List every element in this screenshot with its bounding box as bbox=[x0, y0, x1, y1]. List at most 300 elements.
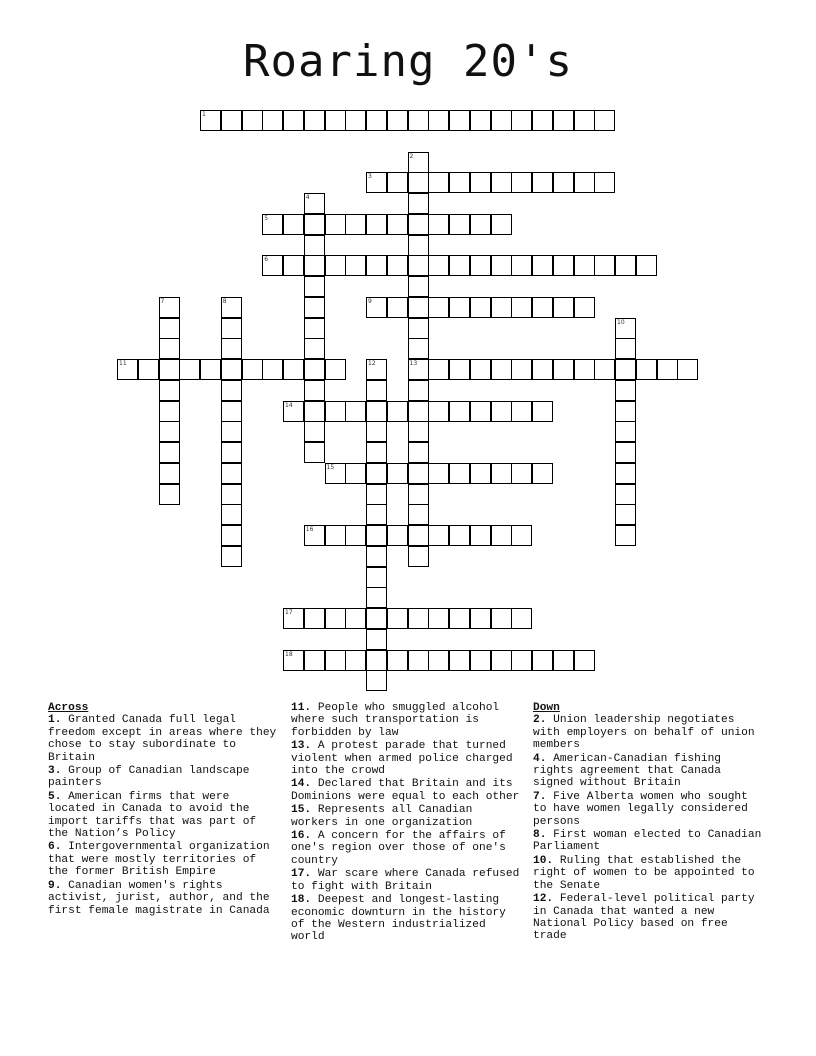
across-clue bbox=[48, 765, 280, 790]
grid-cell[interactable] bbox=[491, 255, 512, 276]
across-clue bbox=[291, 830, 523, 867]
grid-cell[interactable] bbox=[304, 380, 325, 401]
grid-cell[interactable] bbox=[532, 650, 553, 671]
grid-cell[interactable] bbox=[574, 650, 595, 671]
down-clue bbox=[533, 791, 765, 828]
grid-cell[interactable] bbox=[408, 214, 429, 235]
grid-cell[interactable] bbox=[615, 421, 636, 442]
grid-cell[interactable] bbox=[408, 110, 429, 131]
grid-cell[interactable] bbox=[470, 650, 491, 671]
grid-cell[interactable] bbox=[283, 401, 304, 422]
clue-number-label: 18 bbox=[285, 650, 293, 658]
grid-cell[interactable] bbox=[325, 608, 346, 629]
grid-cell[interactable] bbox=[511, 297, 532, 318]
grid-cell[interactable] bbox=[159, 297, 180, 318]
grid-cell[interactable] bbox=[428, 401, 449, 422]
clue-number-label: 4 bbox=[305, 194, 310, 201]
clue-number: 18. bbox=[291, 894, 312, 907]
clue-number-label: 12 bbox=[368, 360, 376, 367]
grid-cell[interactable] bbox=[221, 442, 242, 463]
grid-cell[interactable] bbox=[304, 255, 325, 276]
grid-cell[interactable] bbox=[408, 463, 429, 484]
grid-cell[interactable] bbox=[345, 214, 366, 235]
grid-cell[interactable] bbox=[262, 255, 283, 276]
across-clue bbox=[291, 894, 523, 944]
down-clue bbox=[533, 753, 765, 790]
grid-cell[interactable] bbox=[283, 650, 304, 671]
grid-cell[interactable] bbox=[159, 484, 180, 505]
clue-text: American firms that were located in Canada to avoid the import tariffs that was part of the Nation’s Policy bbox=[48, 790, 257, 841]
grid-cell[interactable] bbox=[221, 297, 242, 318]
grid-cell[interactable] bbox=[511, 172, 532, 193]
grid-cell[interactable] bbox=[325, 255, 346, 276]
grid-cell[interactable] bbox=[428, 608, 449, 629]
grid-cell[interactable] bbox=[408, 608, 429, 629]
grid-cell[interactable] bbox=[304, 338, 325, 359]
grid-cell[interactable] bbox=[615, 255, 636, 276]
grid-cell[interactable] bbox=[221, 359, 242, 380]
grid-cell[interactable] bbox=[470, 359, 491, 380]
clue-text: Federal-level political party in Canada that wanted a new National Policy based on free trade bbox=[533, 893, 755, 943]
grid-cell[interactable] bbox=[283, 255, 304, 276]
grid-cell[interactable] bbox=[221, 504, 242, 525]
grid-cell[interactable] bbox=[449, 650, 470, 671]
grid-cell[interactable] bbox=[449, 214, 470, 235]
across-clue bbox=[291, 778, 523, 803]
grid-cell[interactable] bbox=[221, 421, 242, 442]
clue-number-label: 16 bbox=[305, 526, 314, 533]
grid-cell[interactable] bbox=[366, 359, 387, 380]
grid-cell[interactable] bbox=[366, 484, 387, 505]
grid-cell[interactable] bbox=[366, 567, 387, 588]
grid-cell[interactable] bbox=[221, 525, 242, 546]
clue-text: People who smuggled alcohol where such transportation is forbidden by law bbox=[291, 702, 500, 739]
grid-cell[interactable] bbox=[615, 463, 636, 484]
grid-cell[interactable] bbox=[636, 359, 657, 380]
grid-cell[interactable] bbox=[304, 401, 325, 422]
clue-text: A concern for the affairs of one's region over those of one's country bbox=[291, 830, 506, 867]
grid-cell[interactable] bbox=[491, 359, 512, 380]
down-clue bbox=[533, 855, 765, 892]
grid-cell[interactable] bbox=[470, 214, 491, 235]
grid-cell[interactable] bbox=[387, 214, 408, 235]
grid-cell[interactable] bbox=[345, 463, 366, 484]
clue-number: 11. bbox=[291, 702, 312, 714]
grid-cell[interactable] bbox=[408, 193, 429, 214]
clue-number: 10. bbox=[533, 854, 554, 867]
grid-cell[interactable] bbox=[449, 608, 470, 629]
grid-cell[interactable] bbox=[159, 359, 180, 380]
grid-cell[interactable] bbox=[408, 401, 429, 422]
grid-cell[interactable] bbox=[159, 401, 180, 422]
grid-cell[interactable] bbox=[615, 484, 636, 505]
grid-cell[interactable] bbox=[511, 401, 532, 422]
grid-cell[interactable] bbox=[304, 318, 325, 339]
grid-cell[interactable] bbox=[387, 255, 408, 276]
grid-cell[interactable] bbox=[408, 504, 429, 525]
clue-number-label: 11 bbox=[119, 360, 127, 367]
grid-cell[interactable] bbox=[159, 463, 180, 484]
grid-cell[interactable] bbox=[325, 463, 346, 484]
grid-cell[interactable] bbox=[159, 421, 180, 442]
clue-number: 16. bbox=[291, 830, 312, 843]
grid-cell[interactable] bbox=[532, 172, 553, 193]
grid-cell[interactable] bbox=[387, 463, 408, 484]
grid-cell[interactable] bbox=[615, 318, 636, 339]
grid-cell[interactable] bbox=[304, 608, 325, 629]
grid-cell[interactable] bbox=[221, 546, 242, 567]
grid-cell[interactable] bbox=[325, 401, 346, 422]
grid-cell[interactable] bbox=[366, 504, 387, 525]
grid-cell[interactable] bbox=[366, 421, 387, 442]
grid-cell[interactable] bbox=[304, 193, 325, 214]
grid-cell[interactable] bbox=[470, 525, 491, 546]
clue-number: 7. bbox=[533, 790, 547, 803]
grid-cell[interactable] bbox=[532, 297, 553, 318]
grid-cell[interactable] bbox=[325, 214, 346, 235]
grid-cell[interactable] bbox=[491, 650, 512, 671]
grid-cell[interactable] bbox=[325, 359, 346, 380]
grid-cell[interactable] bbox=[511, 608, 532, 629]
grid-cell[interactable] bbox=[221, 463, 242, 484]
clue-number-label: 8 bbox=[222, 297, 227, 305]
grid-cell[interactable] bbox=[200, 359, 221, 380]
grid-cell[interactable] bbox=[408, 484, 429, 505]
grid-cell[interactable] bbox=[449, 172, 470, 193]
grid-cell[interactable] bbox=[532, 463, 553, 484]
grid-cell[interactable] bbox=[304, 650, 325, 671]
clue-number: 2. bbox=[533, 714, 547, 727]
grid-cell[interactable] bbox=[283, 110, 304, 131]
grid-cell[interactable] bbox=[366, 629, 387, 650]
grid-cell[interactable] bbox=[553, 359, 574, 380]
grid-cell[interactable] bbox=[304, 235, 325, 256]
grid-cell[interactable] bbox=[408, 650, 429, 671]
grid-cell[interactable] bbox=[221, 110, 242, 131]
grid-cell[interactable] bbox=[511, 463, 532, 484]
grid-cell[interactable] bbox=[511, 359, 532, 380]
grid-cell[interactable] bbox=[615, 504, 636, 525]
clue-number-label: 13 bbox=[409, 360, 418, 367]
clue-number: 9. bbox=[48, 879, 62, 892]
grid-cell[interactable] bbox=[304, 297, 325, 318]
grid-cell[interactable] bbox=[366, 670, 387, 691]
grid-cell[interactable] bbox=[408, 442, 429, 463]
grid-cell[interactable] bbox=[221, 338, 242, 359]
grid-cell[interactable] bbox=[574, 297, 595, 318]
grid-cell[interactable] bbox=[304, 421, 325, 442]
across-clue bbox=[291, 868, 523, 893]
clue-text: American-Canadian fishing rights agreement that Canada signed without Britain bbox=[533, 752, 721, 790]
grid-cell[interactable] bbox=[262, 110, 283, 131]
grid-cell[interactable] bbox=[615, 401, 636, 422]
grid-cell[interactable] bbox=[366, 525, 387, 546]
grid-cell[interactable] bbox=[532, 255, 553, 276]
grid-cell[interactable] bbox=[366, 401, 387, 422]
grid-cell[interactable] bbox=[387, 110, 408, 131]
grid-cell[interactable] bbox=[470, 172, 491, 193]
clue-number: 8. bbox=[533, 829, 547, 842]
grid-cell[interactable] bbox=[615, 338, 636, 359]
grid-cell[interactable] bbox=[449, 255, 470, 276]
grid-cell[interactable] bbox=[159, 318, 180, 339]
clue-number-label: 14 bbox=[285, 401, 293, 409]
grid-cell[interactable] bbox=[677, 359, 698, 380]
grid-cell[interactable] bbox=[366, 110, 387, 131]
grid-cell[interactable] bbox=[491, 297, 512, 318]
clue-text: Deepest and longest-lasting economic downturn in the history of the Western industrialized world bbox=[291, 894, 506, 944]
grid-cell[interactable] bbox=[553, 110, 574, 131]
grid-cell[interactable] bbox=[283, 359, 304, 380]
clue-number-label: 6 bbox=[264, 256, 269, 264]
grid-cell[interactable] bbox=[117, 359, 138, 380]
grid-cell[interactable] bbox=[408, 172, 429, 193]
clue-text: Intergovernmental organization that were mostly territories of the former British Empire bbox=[48, 841, 270, 879]
grid-cell[interactable] bbox=[138, 359, 159, 380]
grid-cell[interactable] bbox=[325, 525, 346, 546]
grid-cell[interactable] bbox=[345, 110, 366, 131]
grid-cell[interactable] bbox=[408, 546, 429, 567]
grid-cell[interactable] bbox=[408, 276, 429, 297]
grid-cell[interactable] bbox=[387, 608, 408, 629]
clue-number-label: 1 bbox=[202, 111, 206, 118]
grid-cell[interactable] bbox=[574, 110, 595, 131]
grid-cell[interactable] bbox=[532, 359, 553, 380]
grid-cell[interactable] bbox=[366, 463, 387, 484]
grid-cell[interactable] bbox=[428, 359, 449, 380]
grid-cell[interactable] bbox=[345, 525, 366, 546]
grid-cell[interactable] bbox=[408, 235, 429, 256]
down-clue bbox=[533, 714, 765, 751]
grid-cell[interactable] bbox=[574, 255, 595, 276]
grid-cell[interactable] bbox=[470, 401, 491, 422]
clue-number-label: 3 bbox=[368, 173, 372, 181]
grid-cell[interactable] bbox=[366, 650, 387, 671]
grid-cell[interactable] bbox=[574, 172, 595, 193]
grid-cell[interactable] bbox=[511, 110, 532, 131]
down-clue bbox=[533, 893, 765, 943]
grid-cell[interactable] bbox=[428, 214, 449, 235]
across-clue bbox=[48, 791, 280, 841]
grid-cell[interactable] bbox=[304, 214, 325, 235]
down-heading: Down bbox=[533, 702, 560, 714]
grid-cell[interactable] bbox=[408, 318, 429, 339]
grid-cell[interactable] bbox=[449, 525, 470, 546]
clue-number: 3. bbox=[48, 765, 62, 778]
grid-cell[interactable] bbox=[615, 359, 636, 380]
grid-cell[interactable] bbox=[366, 297, 387, 318]
grid-cell[interactable] bbox=[159, 380, 180, 401]
grid-cell[interactable] bbox=[387, 401, 408, 422]
grid-cell[interactable] bbox=[470, 297, 491, 318]
grid-cell[interactable] bbox=[449, 463, 470, 484]
grid-cell[interactable] bbox=[428, 463, 449, 484]
clue-number-label: 10 bbox=[617, 318, 625, 326]
grid-cell[interactable] bbox=[449, 401, 470, 422]
grid-cell[interactable] bbox=[387, 297, 408, 318]
grid-cell[interactable] bbox=[553, 255, 574, 276]
grid-cell[interactable] bbox=[594, 110, 615, 131]
grid-cell[interactable] bbox=[345, 650, 366, 671]
grid-cell[interactable] bbox=[304, 442, 325, 463]
grid-cell[interactable] bbox=[366, 546, 387, 567]
grid-cell[interactable] bbox=[283, 608, 304, 629]
grid-cell[interactable] bbox=[262, 359, 283, 380]
clue-number-label: 5 bbox=[264, 214, 269, 222]
grid-cell[interactable] bbox=[449, 297, 470, 318]
grid-cell[interactable] bbox=[470, 110, 491, 131]
clue-text: A protest parade that turned violent when armed police charged into the crowd bbox=[291, 740, 513, 778]
across-column-1 bbox=[48, 702, 280, 918]
grid-cell[interactable] bbox=[491, 525, 512, 546]
clue-number: 14. bbox=[291, 778, 312, 791]
grid-cell[interactable] bbox=[366, 214, 387, 235]
clue-number-label: 2 bbox=[409, 152, 414, 160]
grid-cell[interactable] bbox=[221, 401, 242, 422]
grid-cell[interactable] bbox=[304, 525, 325, 546]
grid-cell[interactable] bbox=[325, 650, 346, 671]
clue-number-label: 15 bbox=[326, 463, 335, 471]
grid-cell[interactable] bbox=[553, 172, 574, 193]
grid-cell[interactable] bbox=[491, 608, 512, 629]
grid-cell[interactable] bbox=[366, 608, 387, 629]
grid-cell[interactable] bbox=[553, 650, 574, 671]
grid-cell[interactable] bbox=[470, 608, 491, 629]
grid-cell[interactable] bbox=[283, 214, 304, 235]
across-clue bbox=[48, 880, 280, 917]
grid-cell[interactable] bbox=[428, 650, 449, 671]
grid-cell[interactable] bbox=[511, 255, 532, 276]
grid-cell[interactable] bbox=[366, 255, 387, 276]
grid-cell[interactable] bbox=[304, 110, 325, 131]
grid-cell[interactable] bbox=[345, 255, 366, 276]
clue-number: 12. bbox=[533, 893, 554, 906]
grid-cell[interactable] bbox=[511, 525, 532, 546]
grid-cell[interactable] bbox=[470, 255, 491, 276]
grid-cell[interactable] bbox=[408, 338, 429, 359]
grid-cell[interactable] bbox=[408, 380, 429, 401]
grid-cell[interactable] bbox=[221, 484, 242, 505]
grid-cell[interactable] bbox=[345, 401, 366, 422]
clue-number: 4. bbox=[533, 752, 547, 765]
grid-cell[interactable] bbox=[408, 359, 429, 380]
grid-cell[interactable] bbox=[366, 442, 387, 463]
clue-number: 17. bbox=[291, 868, 312, 881]
grid-cell[interactable] bbox=[242, 110, 263, 131]
clue-text: Group of Canadian landscape painters bbox=[48, 765, 250, 790]
grid-cell[interactable] bbox=[179, 359, 200, 380]
grid-cell[interactable] bbox=[449, 359, 470, 380]
clue-text: Canadian women's rights activist, jurist, author, and the first female magistrate in Canada bbox=[48, 879, 270, 917]
grid-cell[interactable] bbox=[657, 359, 678, 380]
grid-cell[interactable] bbox=[594, 255, 615, 276]
grid-cell[interactable] bbox=[387, 650, 408, 671]
grid-cell[interactable] bbox=[345, 608, 366, 629]
grid-cell[interactable] bbox=[449, 110, 470, 131]
grid-cell[interactable] bbox=[491, 110, 512, 131]
grid-cell[interactable] bbox=[574, 359, 595, 380]
down-column bbox=[533, 702, 765, 944]
grid-cell[interactable] bbox=[532, 401, 553, 422]
grid-cell[interactable] bbox=[221, 318, 242, 339]
grid-cell[interactable] bbox=[615, 380, 636, 401]
clue-text: Union leadership negotiates with employers on behalf of union members bbox=[533, 714, 755, 752]
grid-cell[interactable] bbox=[242, 359, 263, 380]
grid-cell[interactable] bbox=[159, 442, 180, 463]
across-clue bbox=[291, 702, 523, 739]
clue-number-label: 17 bbox=[285, 609, 293, 616]
grid-cell[interactable] bbox=[366, 172, 387, 193]
grid-cell[interactable] bbox=[491, 463, 512, 484]
grid-cell[interactable] bbox=[221, 380, 242, 401]
clue-text: First woman elected to Canadian Parliament bbox=[533, 829, 762, 854]
grid-cell[interactable] bbox=[553, 297, 574, 318]
across-heading: Across bbox=[48, 702, 89, 714]
grid-cell[interactable] bbox=[304, 276, 325, 297]
grid-cell[interactable] bbox=[491, 401, 512, 422]
clue-text: Ruling that established the right of women to be appointed to the Senate bbox=[533, 854, 755, 892]
grid-cell[interactable] bbox=[325, 110, 346, 131]
clue-text: War scare where Canada refused to fight with Britain bbox=[291, 868, 520, 893]
grid-cell[interactable] bbox=[428, 110, 449, 131]
down-clue bbox=[533, 829, 765, 854]
grid-cell[interactable] bbox=[408, 255, 429, 276]
grid-cell[interactable] bbox=[408, 421, 429, 442]
across-clue bbox=[48, 841, 280, 878]
across-clue bbox=[291, 740, 523, 777]
grid-cell[interactable] bbox=[262, 214, 283, 235]
grid-cell[interactable] bbox=[428, 255, 449, 276]
grid-cell[interactable] bbox=[428, 525, 449, 546]
grid-cell[interactable] bbox=[408, 152, 429, 173]
clue-text: Granted Canada full legal freedom except in areas where they chose to stay subordinate to Britain bbox=[48, 714, 277, 764]
grid-cell[interactable] bbox=[511, 650, 532, 671]
grid-cell[interactable] bbox=[366, 380, 387, 401]
grid-cell[interactable] bbox=[408, 525, 429, 546]
grid-cell[interactable] bbox=[615, 525, 636, 546]
grid-cell[interactable] bbox=[387, 172, 408, 193]
clue-number-label: 9 bbox=[368, 297, 372, 305]
grid-cell[interactable] bbox=[594, 359, 615, 380]
grid-cell[interactable] bbox=[366, 587, 387, 608]
grid-cell[interactable] bbox=[594, 172, 615, 193]
clue-number: 15. bbox=[291, 804, 312, 817]
across-column-2 bbox=[291, 702, 523, 945]
across-clue bbox=[48, 714, 280, 764]
clue-number: 1. bbox=[48, 714, 62, 727]
grid-cell[interactable] bbox=[532, 110, 553, 131]
grid-cell[interactable] bbox=[428, 172, 449, 193]
clue-number: 6. bbox=[48, 841, 62, 854]
grid-cell[interactable] bbox=[200, 110, 221, 131]
clue-text: Five Alberta women who sought to have women legally considered persons bbox=[533, 790, 748, 828]
grid-cell[interactable] bbox=[428, 297, 449, 318]
grid-cell[interactable] bbox=[470, 463, 491, 484]
page-title: Roaring 20's bbox=[243, 36, 573, 87]
clue-text: Represents all Canadian workers in one organization bbox=[291, 804, 473, 829]
grid-cell[interactable] bbox=[408, 297, 429, 318]
grid-cell[interactable] bbox=[491, 214, 512, 235]
grid-cell[interactable] bbox=[387, 525, 408, 546]
grid-cell[interactable] bbox=[636, 255, 657, 276]
grid-cell[interactable] bbox=[304, 359, 325, 380]
grid-cell[interactable] bbox=[491, 172, 512, 193]
grid-cell[interactable] bbox=[159, 338, 180, 359]
clue-number: 13. bbox=[291, 740, 312, 753]
grid-cell[interactable] bbox=[615, 442, 636, 463]
clue-number-label: 7 bbox=[160, 297, 165, 305]
clue-text: Declared that Britain and its Dominions were equal to each other bbox=[291, 778, 520, 803]
